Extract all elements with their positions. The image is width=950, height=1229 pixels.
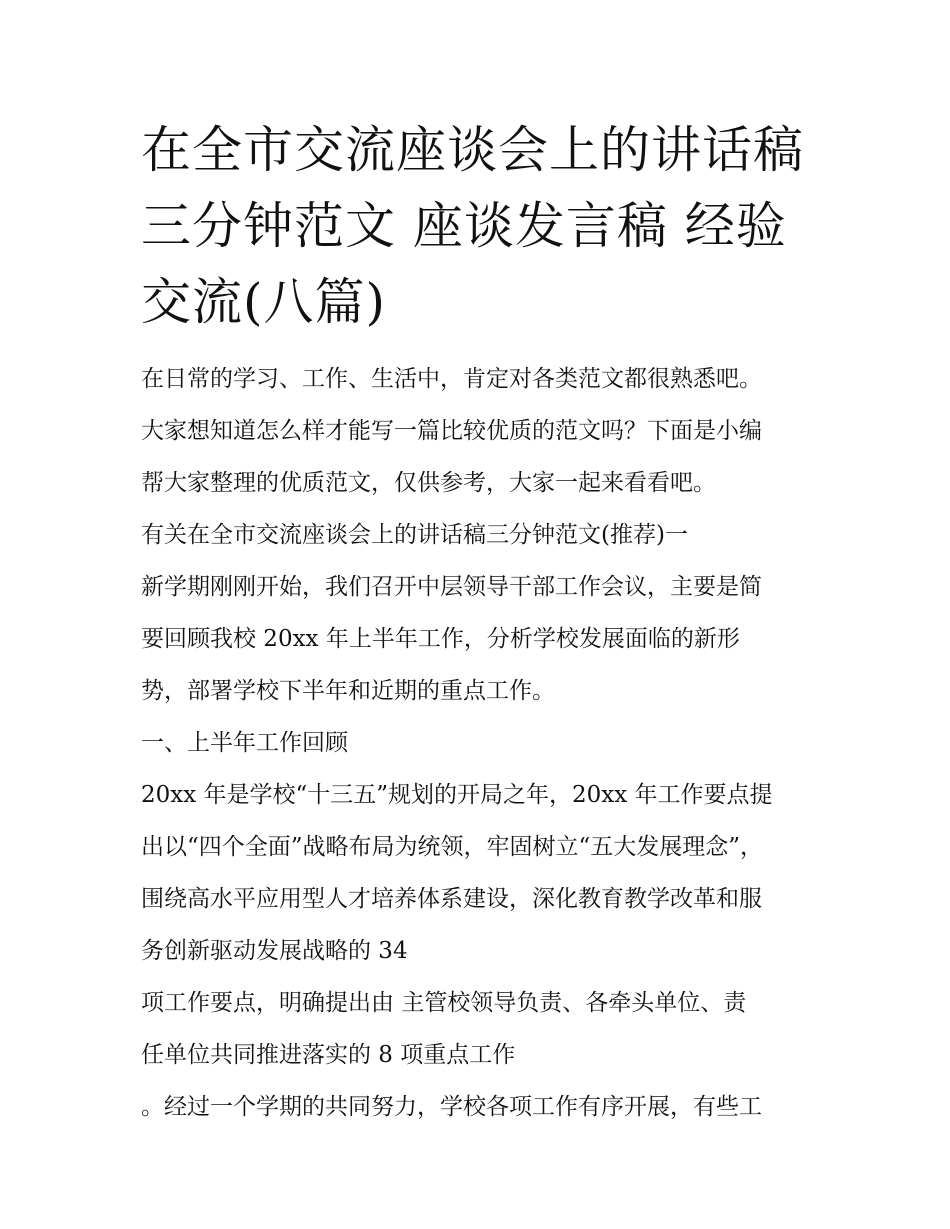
- body-line: 新学期刚刚开始，我们召开中层领导干部工作会议，主要是简: [141, 574, 762, 600]
- body-line: 围绕高水平应用型人才培养体系建设，深化教育教学改革和服: [141, 886, 762, 912]
- body-line: 。经过一个学期的共同努力，学校各项工作有序开展，有些工: [141, 1094, 762, 1120]
- body-line: 要回顾我校 20xx 年上半年工作，分析学校发展面临的新形: [141, 626, 740, 652]
- body-line: 务创新驱动发展战略的 34: [141, 938, 408, 964]
- title-line: 交流(八篇): [141, 273, 387, 331]
- body-line: 出以“四个全面”战略布局为统领，牢固树立“五大发展理念”，: [141, 834, 764, 860]
- section-heading: 一、上半年工作回顾: [141, 730, 348, 756]
- body-line: 大家想知道怎么样才能写一篇比较优质的范文吗？下面是小编: [141, 418, 762, 444]
- body-line: 在日常的学习、工作、生活中，肯定对各类范文都很熟悉吧。: [141, 366, 762, 392]
- title-line: 三分钟范文 座谈发言稿 经验: [141, 197, 787, 255]
- body-line: 势，部署学校下半年和近期的重点工作。: [141, 678, 555, 704]
- body-line: 项工作要点，明确提出由 主管校领导负责、各牵头单位、责: [141, 990, 747, 1016]
- body-line: 帮大家整理的优质范文，仅供参考，大家一起来看看吧。: [141, 470, 716, 496]
- title-line: 在全市交流座谈会上的讲话稿: [141, 121, 804, 179]
- document-body: [141, 353, 821, 1133]
- body-line: 任单位共同推进落实的 8 项重点工作: [141, 1042, 516, 1068]
- document-title: [141, 112, 841, 340]
- body-line: 20xx 年是学校“十三五”规划的开局之年，20xx 年工作要点提: [141, 782, 773, 808]
- section-heading: 有关在全市交流座谈会上的讲话稿三分钟范文(推荐)一: [141, 522, 688, 548]
